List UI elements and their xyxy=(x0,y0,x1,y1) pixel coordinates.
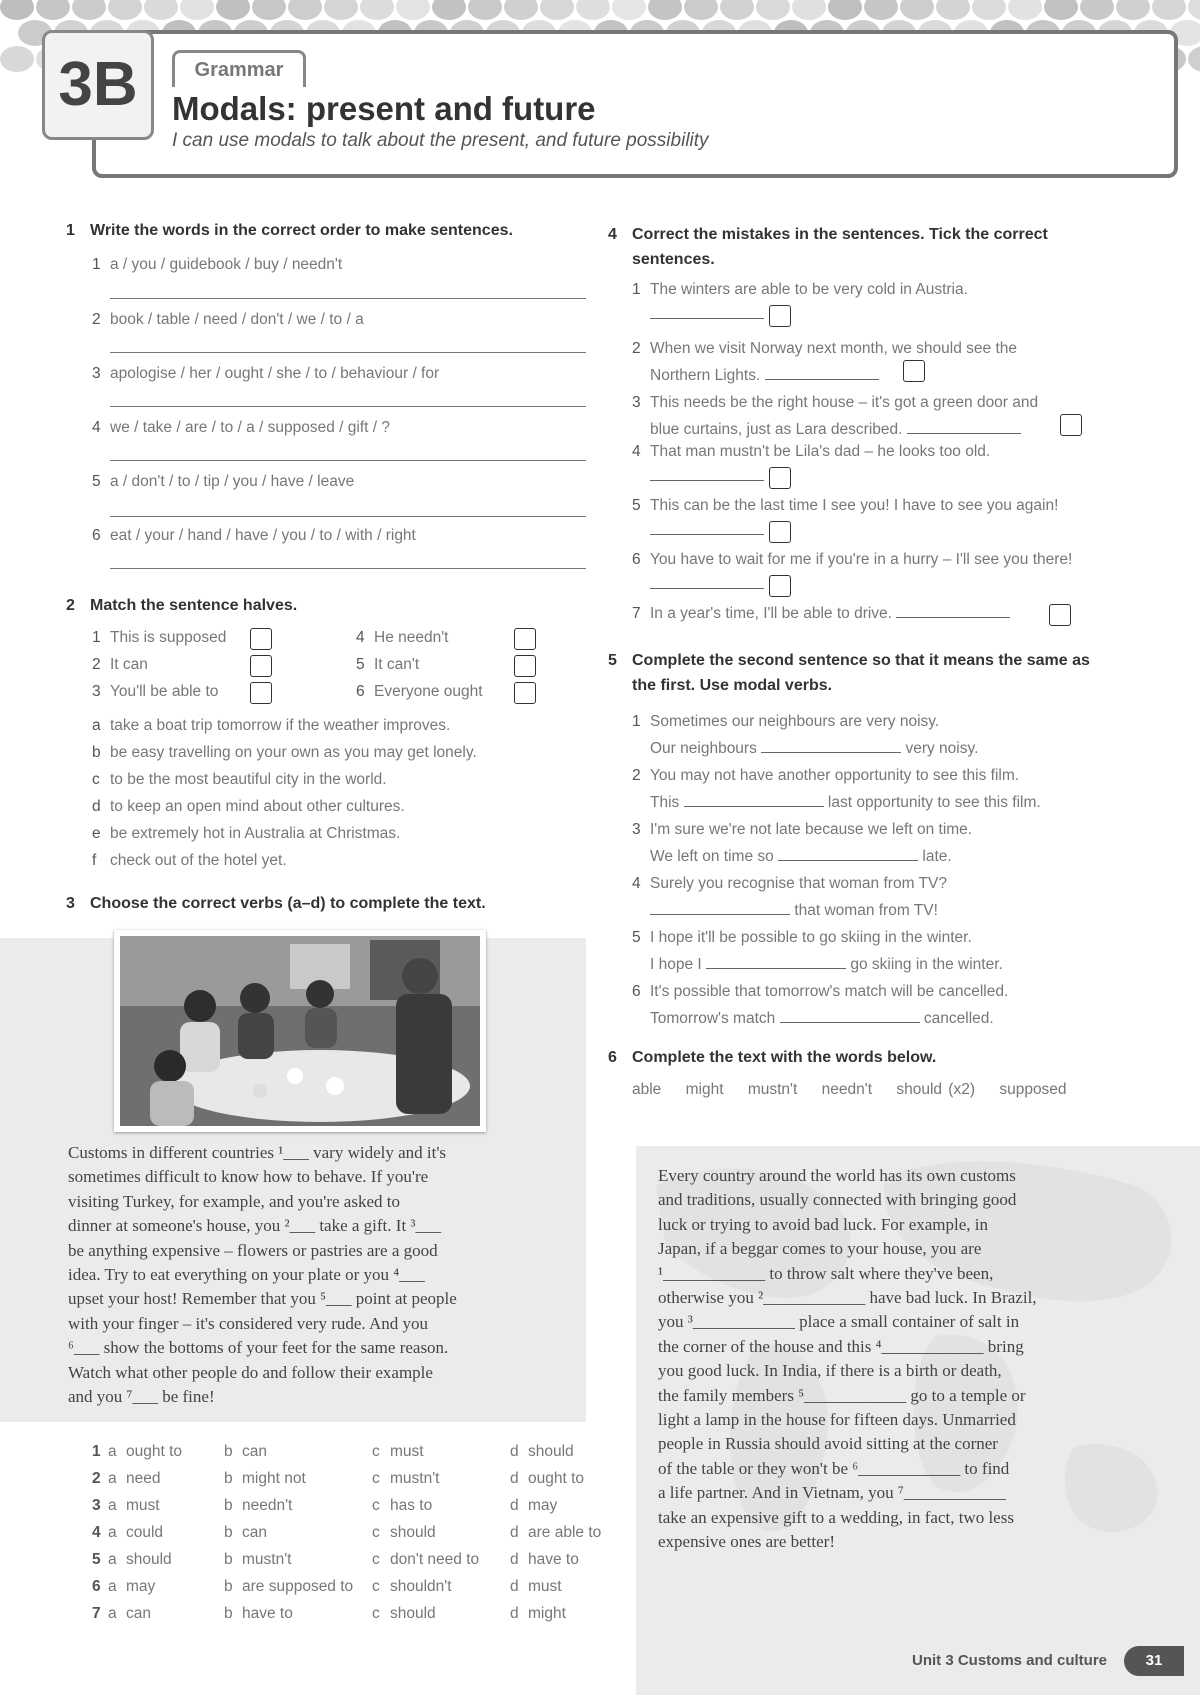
answer-line[interactable] xyxy=(110,568,586,569)
ex3-heading: 3 Choose the correct verbs (a–d) to complete the text. xyxy=(66,895,486,912)
ex3-options-table xyxy=(92,1438,601,1627)
option-row: 5 a should b mustn't c don't need to d have to xyxy=(92,1546,601,1573)
page-title: Modals: present and future xyxy=(172,90,596,127)
match-box[interactable] xyxy=(250,655,272,677)
ex4-item: 6 You have to wait for me if you're in a hurry – I'll see you there! xyxy=(632,551,1073,568)
ex2-ending: c to be the most beautiful city in the world. xyxy=(92,771,387,788)
answer-line[interactable] xyxy=(684,806,824,807)
answer-line[interactable] xyxy=(650,534,764,535)
pattern-dot xyxy=(252,0,286,20)
answer-line[interactable] xyxy=(110,460,586,461)
ex1-item: 1 a / you / guidebook / buy / needn't xyxy=(92,256,343,273)
match-box[interactable] xyxy=(514,682,536,704)
ex1-item: 6 eat / your / hand / have / you / to / with / right xyxy=(92,527,416,544)
ex2-left-item: 3 You'll be able to xyxy=(92,683,219,700)
ex5-item: 6 It's possible that tomorrow's match will be cancelled. Tomorrow's match cancelled. xyxy=(632,983,1009,1027)
option-a[interactable]: should xyxy=(126,1550,172,1568)
answer-line[interactable] xyxy=(650,318,764,319)
pattern-dot xyxy=(540,0,574,20)
pattern-dot xyxy=(972,0,1006,20)
option-c[interactable]: should xyxy=(390,1604,436,1622)
ex1-item: 3 apologise / her / ought / she / to / behaviour / for xyxy=(92,365,440,382)
dinner-party-photo xyxy=(114,930,486,1132)
word-bank-item: might xyxy=(685,1081,724,1098)
answer-line[interactable] xyxy=(110,298,586,299)
pattern-dot xyxy=(72,0,106,20)
pattern-dot xyxy=(1188,46,1200,72)
option-d[interactable]: ought to xyxy=(528,1469,585,1487)
option-b[interactable]: can xyxy=(242,1442,267,1460)
pattern-dot xyxy=(936,0,970,20)
tick-box[interactable] xyxy=(903,360,925,382)
pattern-dot xyxy=(396,0,430,20)
option-c[interactable]: must xyxy=(390,1442,424,1460)
option-c[interactable]: should xyxy=(390,1523,436,1541)
ex4-item: 3 This needs be the right house – it's got a green door and blue curtains, just as Lara described. xyxy=(632,394,1039,438)
option-b[interactable]: needn't xyxy=(242,1496,293,1514)
word-bank-item: should (x2) xyxy=(896,1081,976,1098)
pattern-dot xyxy=(1044,0,1078,20)
option-d[interactable]: have to xyxy=(528,1550,579,1568)
option-b[interactable]: might not xyxy=(242,1469,306,1487)
answer-line[interactable] xyxy=(778,860,918,861)
photo-image xyxy=(120,936,480,1126)
tick-box[interactable] xyxy=(1049,604,1071,626)
ex4-item: 2 When we visit Norway next month, we should see the Northern Lights. xyxy=(632,340,1018,384)
ex5-heading: 5 Complete the second sentence so that it means the same as the first. Use modal verbs. xyxy=(608,652,1090,694)
ex2-left-item: 2 It can xyxy=(92,656,148,673)
ex3-text: Customs in different countries ¹___ vary widely and it's sometimes difficult to know how to behave. If you're visiting Turkey, for example, and you're asked to dinner at someone's house, you ²___ take a gift. It ³___ be anything expensive – flowers or pastries are a good idea. Try to eat everything on your plate or you ⁴___ upset your host! Remember that you ⁵___ point at people with your finger – it's considered very rude. And you ⁶___ show the bottoms of your feet for the same reason. Watch what other people do and follow their example and you ⁷___ be fine! xyxy=(68,1143,457,1407)
ex5-item: 5 I hope it'll be possible to go skiing in the winter. I hope I go skiing in the winter. xyxy=(632,929,1003,973)
word-bank-item: needn't xyxy=(821,1081,873,1098)
word-bank xyxy=(632,1081,1067,1099)
pattern-dot xyxy=(144,0,178,20)
pattern-dot xyxy=(648,0,682,20)
option-d[interactable]: are able to xyxy=(528,1523,602,1541)
section-tab-label: Grammar xyxy=(194,59,284,81)
option-c[interactable]: has to xyxy=(390,1496,433,1514)
pattern-dot xyxy=(576,0,610,20)
ex6-heading: 6 Complete the text with the words below. xyxy=(608,1049,937,1066)
pattern-dot xyxy=(504,0,538,20)
pattern-dot xyxy=(0,0,34,20)
option-c[interactable]: mustn't xyxy=(390,1469,440,1487)
ex2-right-item: 4 He needn't xyxy=(356,629,449,646)
answer-line[interactable] xyxy=(706,968,846,969)
pattern-dot xyxy=(1188,0,1200,20)
pattern-dot xyxy=(216,0,250,20)
page-number: 31 xyxy=(1124,1646,1184,1676)
ex4-item: 5 This can be the last time I see you! I have to see you again! xyxy=(632,497,1059,514)
option-a[interactable]: could xyxy=(126,1523,164,1541)
option-d[interactable]: may xyxy=(528,1496,558,1514)
answer-line[interactable] xyxy=(761,752,901,753)
pattern-dot xyxy=(792,0,826,20)
pattern-dot xyxy=(1008,0,1042,20)
pattern-dot xyxy=(828,0,862,20)
pattern-dot xyxy=(108,0,142,20)
ex5-item: 1 Sometimes our neighbours are very noisy. Our neighbours very noisy. xyxy=(632,713,979,757)
ex5-item: 3 I'm sure we're not late because we left on time. We left on time so late. xyxy=(632,821,973,865)
word-bank-item: able xyxy=(632,1081,662,1098)
answer-line[interactable] xyxy=(650,914,790,915)
ex2-heading: 2 Match the sentence halves. xyxy=(66,597,298,614)
section-tab xyxy=(172,50,306,87)
option-b[interactable]: are supposed to xyxy=(242,1577,354,1595)
ex5-item: 4 Surely you recognise that woman from TV? that woman from TV! xyxy=(632,875,947,919)
pattern-dot xyxy=(720,0,754,20)
pattern-dot xyxy=(324,0,358,20)
ex2-right-item: 5 It can't xyxy=(356,656,420,673)
pattern-dot xyxy=(684,0,718,20)
answer-line[interactable] xyxy=(110,516,586,517)
option-a[interactable]: can xyxy=(126,1604,151,1622)
option-c[interactable]: don't need to xyxy=(390,1550,480,1568)
answer-line[interactable] xyxy=(765,379,879,380)
page-subtitle: I can use modals to talk about the present, and future possibility xyxy=(172,130,709,151)
ex2-ending: a take a boat trip tomorrow if the weather improves. xyxy=(92,717,451,734)
match-box[interactable] xyxy=(250,628,272,650)
option-a[interactable]: may xyxy=(126,1577,156,1595)
tick-box[interactable] xyxy=(769,575,791,597)
footer-unit: Unit 3 Customs and culture xyxy=(912,1652,1108,1669)
answer-line[interactable] xyxy=(650,588,764,589)
ex1-item: 2 book / table / need / don't / we / to / a xyxy=(92,311,364,328)
option-c[interactable]: shouldn't xyxy=(390,1577,452,1595)
unit-badge: 3B xyxy=(42,30,154,140)
option-d[interactable]: might xyxy=(528,1604,566,1622)
pattern-dot xyxy=(756,0,790,20)
pattern-dot xyxy=(360,0,394,20)
word-bank-item: supposed xyxy=(999,1081,1067,1098)
match-box[interactable] xyxy=(514,628,536,650)
ex6-text: Every country around the world has its own customs and traditions, usually connected with bringing good luck or trying to avoid bad luck. For example, in Japan, if a beggar comes to your house, you are ¹____________ to throw salt where they've been, otherwise you ²____________ have bad luck. In Brazil, you ³____________ place a small container of salt in the corner of the house and this ⁴____________ bring you good luck. In India, if there is a birth or death, the family members ⁵____________ go to a temple or light a lamp in the house for fifteen days. Unmarried people in Russia should avoid sitting at the corner of the table or they won't be ⁶____________ to find a life partner. And in Vietnam, you ⁷____________ take an expensive gift to a wedding, in fact, two less expensive ones are better! xyxy=(658,1166,1037,1552)
pattern-dot xyxy=(1152,0,1186,20)
option-a[interactable]: ought to xyxy=(126,1442,183,1460)
option-b[interactable]: have to xyxy=(242,1604,293,1622)
tick-box[interactable] xyxy=(769,467,791,489)
ex4-item: 4 That man mustn't be Lila's dad – he looks too old. xyxy=(632,443,991,460)
ex2-left-item: 1 This is supposed xyxy=(92,629,227,646)
ex2-ending: b be easy travelling on your own as you may get lonely. xyxy=(92,744,477,761)
option-d[interactable]: should xyxy=(528,1442,574,1460)
pattern-dot xyxy=(0,46,34,72)
ex1-number: 1 xyxy=(66,222,75,239)
ex2-right-item: 6 Everyone ought xyxy=(356,683,483,700)
option-row: 7 a can b have to c should d might xyxy=(92,1600,601,1627)
answer-line[interactable] xyxy=(907,433,1021,434)
option-b[interactable]: mustn't xyxy=(242,1550,292,1568)
pattern-dot xyxy=(432,0,466,20)
pattern-dot xyxy=(288,0,322,20)
option-row: 3 a must b needn't c has to d may xyxy=(92,1492,601,1519)
option-a[interactable]: need xyxy=(126,1469,161,1487)
option-row: 1 a ought to b can c must d should xyxy=(92,1438,601,1465)
tick-box[interactable] xyxy=(769,521,791,543)
ex2-ending: e be extremely hot in Australia at Christmas. xyxy=(92,825,401,842)
match-box[interactable] xyxy=(514,655,536,677)
tick-box[interactable] xyxy=(1060,414,1082,436)
ex4-item: 7 In a year's time, I'll be able to drive. xyxy=(632,605,1010,623)
ex5-item: 2 You may not have another opportunity to see this film. This last opportunity to see this film. xyxy=(632,767,1041,811)
pattern-dot xyxy=(864,0,898,20)
answer-line[interactable] xyxy=(110,352,586,353)
match-box[interactable] xyxy=(250,682,272,704)
answer-line[interactable] xyxy=(110,406,586,407)
word-bank-item: mustn't xyxy=(747,1081,798,1098)
pattern-dot xyxy=(180,0,214,20)
pattern-dot xyxy=(1080,0,1114,20)
ex4-item: 1 The winters are able to be very cold in Austria. xyxy=(632,281,968,298)
ex1-item: 5 a / don't / to / tip / you / have / leave xyxy=(92,473,355,490)
answer-line[interactable] xyxy=(780,1022,920,1023)
answer-line[interactable] xyxy=(896,617,1010,618)
ex1-instruction: Write the words in the correct order to make sentences. xyxy=(90,222,513,239)
ex2-ending: d to keep an open mind about other cultures. xyxy=(92,798,405,815)
pattern-dot xyxy=(900,0,934,20)
ex4-heading: 4 Correct the mistakes in the sentences. Tick the correct sentences. xyxy=(608,226,1048,268)
pattern-dot xyxy=(612,0,646,20)
ex1-heading xyxy=(66,222,513,240)
ex2-ending: f check out of the hotel yet. xyxy=(92,852,287,869)
answer-line[interactable] xyxy=(650,480,764,481)
pattern-dot xyxy=(1116,0,1150,20)
pattern-dot xyxy=(36,0,70,20)
ex1-item: 4 we / take / are / to / a / supposed / gift / ? xyxy=(92,419,391,436)
option-a[interactable]: must xyxy=(126,1496,160,1514)
option-b[interactable]: can xyxy=(242,1523,267,1541)
tick-box[interactable] xyxy=(769,305,791,327)
option-d[interactable]: must xyxy=(528,1577,562,1595)
option-row: 6 a may b are supposed to c shouldn't d must xyxy=(92,1573,601,1600)
pattern-dot xyxy=(468,0,502,20)
option-row: 4 a could b can c should d are able to xyxy=(92,1519,601,1546)
option-row: 2 a need b might not c mustn't d ought to xyxy=(92,1465,601,1492)
